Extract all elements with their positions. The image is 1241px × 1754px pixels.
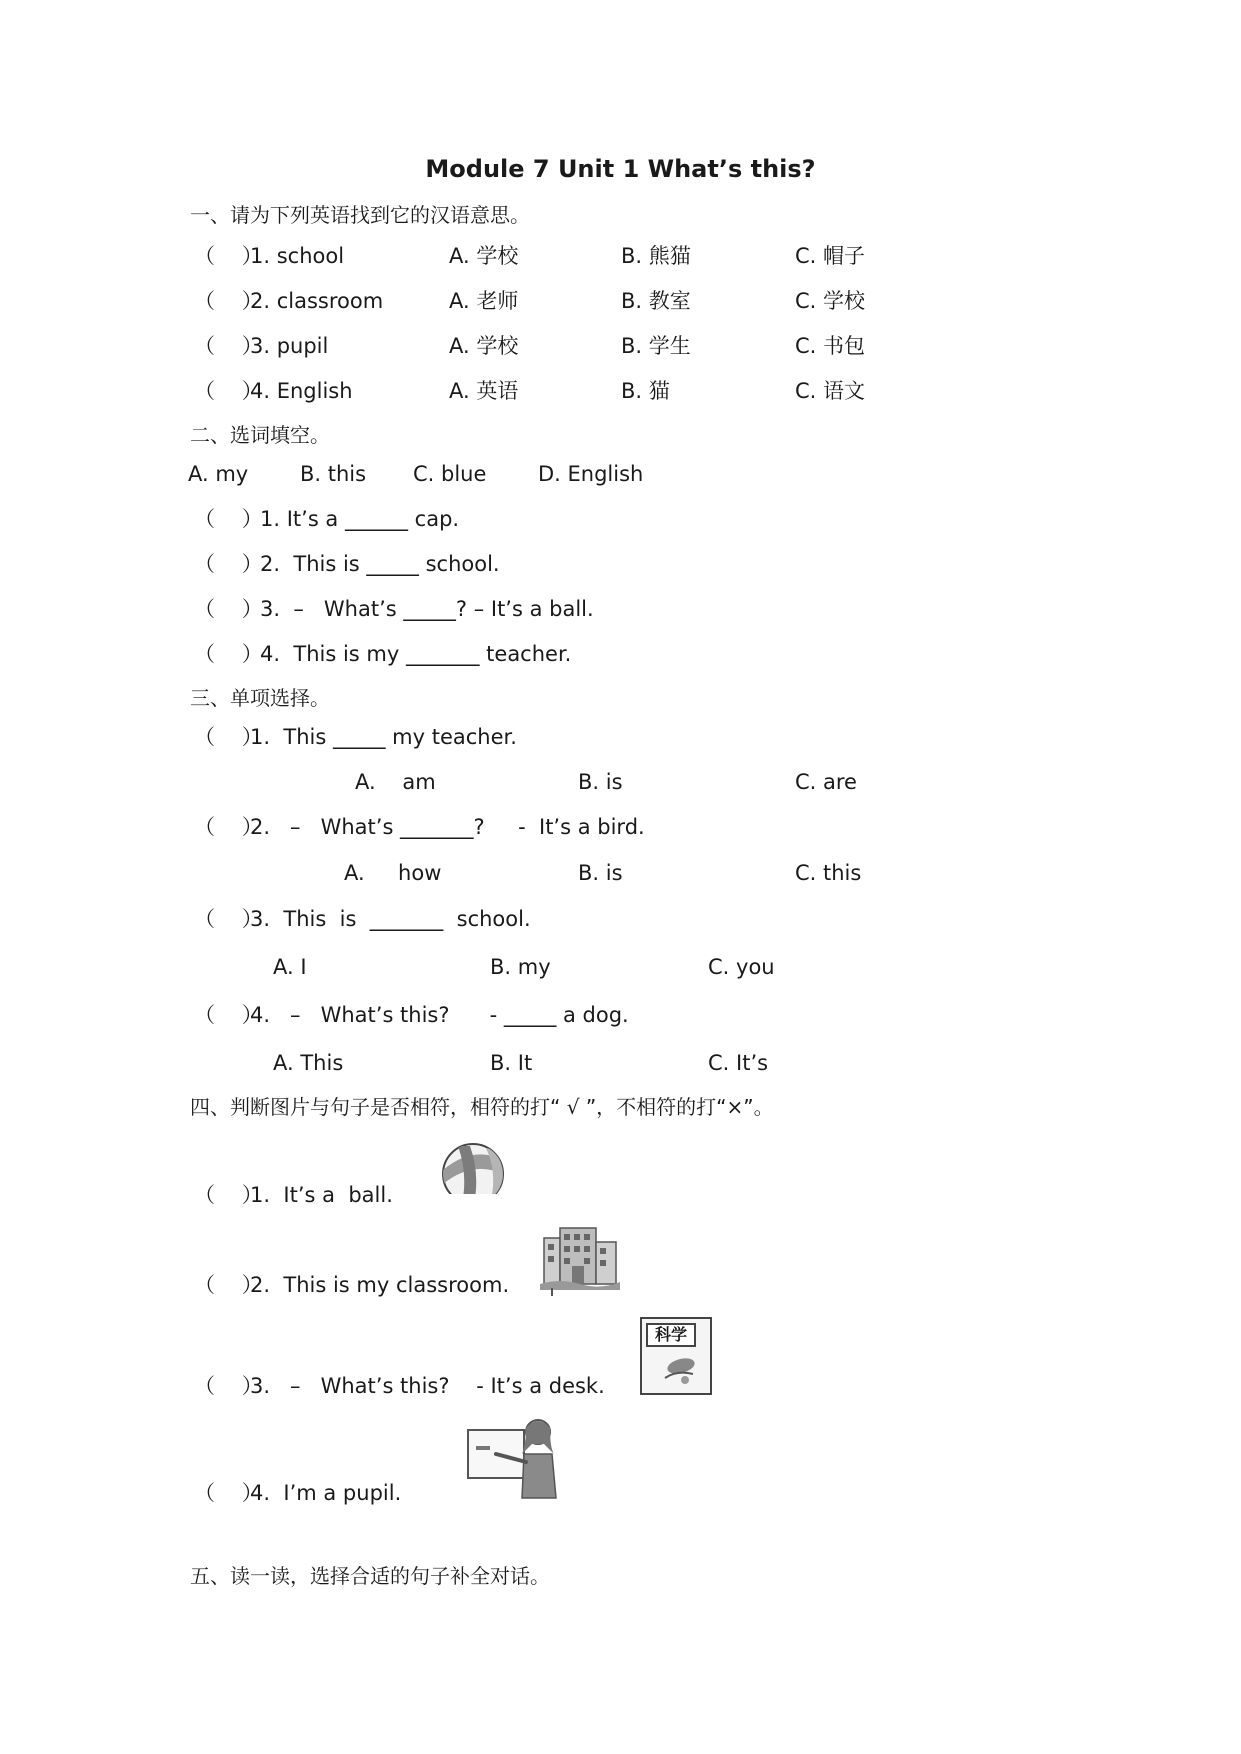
- question-text: 3. – What’s this? - It’s a desk.: [250, 1374, 605, 1398]
- worksheet-title: Module 7 Unit 1 What’s this?: [425, 155, 816, 183]
- answer-bracket[interactable]: （ ）: [194, 552, 263, 576]
- option-b: B. 教室: [621, 289, 691, 313]
- question-text: 1. school: [250, 244, 345, 268]
- answer-bracket[interactable]: （ ）: [194, 725, 263, 749]
- option-a: A. 老师: [449, 289, 519, 313]
- question-text: 3. – What’s _____? – It’s a ball.: [260, 597, 594, 621]
- option-c: C. It’s: [708, 1051, 769, 1075]
- option-c: C. this: [795, 861, 862, 885]
- science-book-image: [637, 1316, 717, 1396]
- question-text: 4. This is my _______ teacher.: [260, 642, 572, 666]
- option-b: B. is: [578, 770, 623, 794]
- option-c: C. 帽子: [795, 244, 866, 268]
- question-text: 1. This _____ my teacher.: [250, 725, 517, 749]
- option-a: A. This: [273, 1051, 344, 1075]
- question-text: 3. This is _______ school.: [250, 907, 531, 931]
- option-b: B. is: [578, 861, 623, 885]
- section-5-heading: 五、读一读，选择合适的句子补全对话。: [190, 1564, 550, 1588]
- answer-bracket[interactable]: （ ）: [194, 289, 263, 313]
- option-c: C. you: [708, 955, 775, 979]
- question-text: 4. – What’s this? - _____ a dog.: [250, 1003, 629, 1027]
- option-a: A. 英语: [449, 379, 519, 403]
- question-text: 2. classroom: [250, 289, 384, 313]
- option-a: A. 学校: [449, 334, 519, 358]
- option-c: C. 学校: [795, 289, 866, 313]
- word-option: B. this: [300, 462, 367, 486]
- question-text: 1. It’s a ______ cap.: [260, 507, 460, 531]
- word-option: D. English: [538, 462, 644, 486]
- question-text: 4. I’m a pupil.: [250, 1481, 402, 1505]
- school-building-image: [540, 1224, 620, 1296]
- question-text: 2. This is my classroom.: [250, 1273, 510, 1297]
- answer-bracket[interactable]: （ ）: [194, 244, 263, 268]
- section-2-heading: 二、选词填空。: [190, 423, 330, 447]
- section-4-heading: 四、判断图片与句子是否相符，相符的打“ √ ”，不相符的打“×”。: [190, 1095, 774, 1119]
- answer-bracket[interactable]: （ ）: [194, 507, 263, 531]
- option-b: B. my: [490, 955, 551, 979]
- option-a: A. am: [355, 770, 436, 794]
- option-a: A. 学校: [449, 244, 519, 268]
- answer-bracket[interactable]: （ ）: [194, 907, 263, 931]
- question-text: 2. – What’s _______? - It’s a bird.: [250, 815, 645, 839]
- option-c: C. 语文: [795, 379, 866, 403]
- option-a: A. I: [273, 955, 307, 979]
- teacher-at-board-image: [466, 1414, 562, 1500]
- answer-bracket[interactable]: （ ）: [194, 1183, 263, 1207]
- answer-bracket[interactable]: （ ）: [194, 379, 263, 403]
- answer-bracket[interactable]: （ ）: [194, 334, 263, 358]
- answer-bracket[interactable]: （ ）: [194, 1273, 263, 1297]
- option-b: B. 熊猫: [621, 244, 691, 268]
- option-b: B. 猫: [621, 379, 670, 403]
- section-3-heading: 三、单项选择。: [190, 686, 330, 710]
- question-text: 3. pupil: [250, 334, 329, 358]
- option-c: C. 书包: [795, 334, 866, 358]
- answer-bracket[interactable]: （ ）: [194, 1003, 263, 1027]
- ball-image: [438, 1140, 508, 1202]
- question-text: 2. This is _____ school.: [260, 552, 500, 576]
- question-text: 4. English: [250, 379, 353, 403]
- word-option: C. blue: [413, 462, 487, 486]
- word-option: A. my: [188, 462, 249, 486]
- question-text: 1. It’s a ball.: [250, 1183, 393, 1207]
- option-b: B. 学生: [621, 334, 691, 358]
- answer-bracket[interactable]: （ ）: [194, 1374, 263, 1398]
- answer-bracket[interactable]: （ ）: [194, 642, 263, 666]
- option-b: B. It: [490, 1051, 533, 1075]
- option-a: A. how: [344, 861, 442, 885]
- option-c: C. are: [795, 770, 857, 794]
- answer-bracket[interactable]: （ ）: [194, 597, 263, 621]
- section-1-heading: 一、请为下列英语找到它的汉语意思。: [190, 203, 530, 227]
- book-label: 科学: [654, 1325, 687, 1344]
- answer-bracket[interactable]: （ ）: [194, 1481, 263, 1505]
- answer-bracket[interactable]: （ ）: [194, 815, 263, 839]
